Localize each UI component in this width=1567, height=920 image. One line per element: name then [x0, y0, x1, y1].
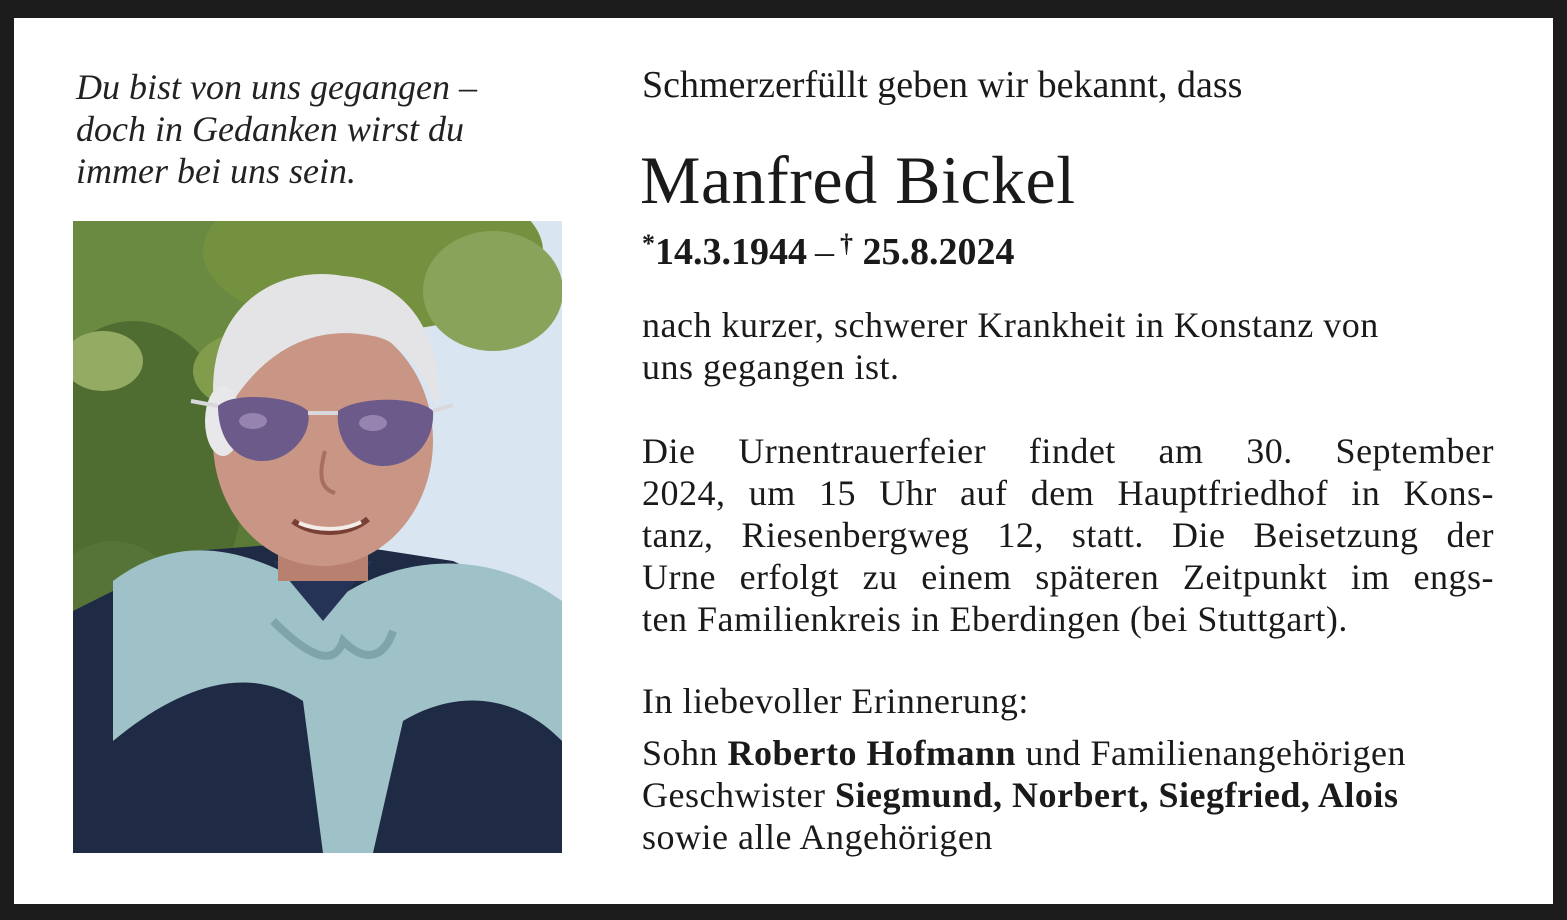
family-row-relatives: sowie alle Angehörigen	[642, 817, 993, 857]
announcement-intro: Schmerzerfüllt geben wir bekannt, dass	[642, 64, 1243, 106]
son-name: Roberto Hofmann	[727, 733, 1017, 773]
birth-date: 14.3.1944	[655, 231, 807, 273]
memorial-verse	[76, 66, 546, 192]
deceased-name: Manfred Bickel	[640, 142, 1076, 218]
remembrance-heading: In liebevoller Erinnerung:	[642, 681, 1029, 721]
text-line: nach kurzer, schwerer Krankheit in Konstanz von	[642, 305, 1379, 345]
text-line: 2024, um 15 Uhr auf dem Hauptfriedhof in Kons-	[642, 473, 1494, 513]
text-line: ten Familienkreis in Eberdingen (bei Stuttgart).	[642, 599, 1348, 639]
ceremony-paragraph	[642, 430, 1494, 640]
birth-symbol: *	[642, 229, 655, 258]
text-line: Die Urnentrauerfeier findet am 30. September	[642, 431, 1494, 471]
family-row-siblings	[642, 774, 1406, 816]
text-line: tanz, Riesenbergweg 12, statt. Die Beisetzung der	[642, 515, 1494, 555]
passing-paragraph	[642, 304, 1494, 388]
death-symbol: †	[840, 229, 853, 258]
family-signature	[642, 732, 1406, 858]
siblings-prefix: Geschwister	[642, 775, 835, 815]
portrait-photo	[73, 221, 562, 853]
family-row-son	[642, 732, 1406, 774]
verse-line: doch in Gedanken wirst du	[76, 109, 464, 149]
portrait-illustration	[73, 221, 562, 853]
life-dates	[642, 222, 1015, 274]
family-suffix: und Familienangehörigen	[1016, 733, 1406, 773]
date-separator: –	[815, 231, 834, 273]
family-prefix: Sohn	[642, 733, 728, 773]
verse-line: immer bei uns sein.	[76, 151, 356, 191]
sibling-names: Siegmund, Norbert, Siegfried, Alois	[834, 775, 1399, 815]
text-line: uns gegangen ist.	[642, 347, 900, 387]
verse-line: Du bist von uns gegangen –	[76, 67, 477, 107]
death-date: 25.8.2024	[862, 231, 1015, 273]
text-line: Urne erfolgt zu einem späteren Zeitpunkt im engs-	[642, 557, 1494, 597]
